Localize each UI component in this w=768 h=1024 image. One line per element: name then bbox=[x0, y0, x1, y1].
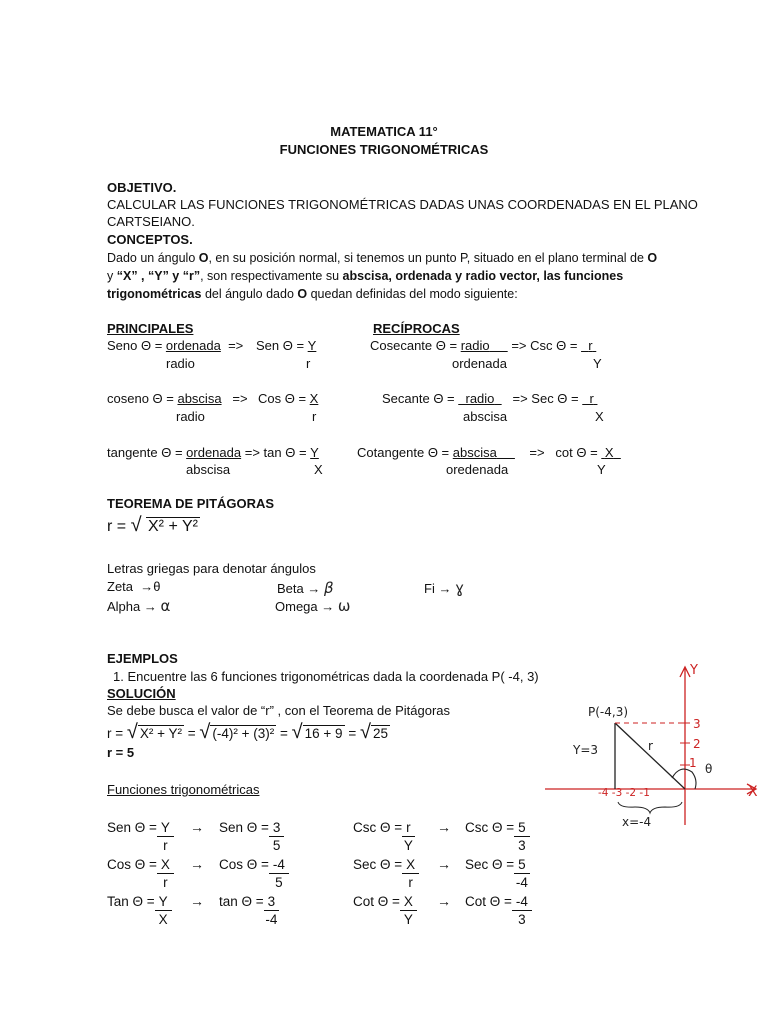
y-tick-label: 2 bbox=[693, 737, 701, 751]
x-tick-labels: -4 -3 -2 -1 bbox=[598, 787, 650, 799]
result-formula bbox=[465, 819, 530, 854]
function-name: Sen Θ = bbox=[219, 820, 269, 835]
principal-row-coseno bbox=[107, 391, 248, 406]
axis-x-label: X bbox=[748, 784, 758, 800]
fraction-numerator: X bbox=[309, 391, 319, 406]
fraction-denominator: X bbox=[158, 912, 168, 927]
objetivo-line2: CARTSEIANO. bbox=[107, 214, 195, 229]
function-name: Csc Θ = bbox=[353, 820, 403, 835]
result-formula bbox=[219, 819, 284, 854]
calc-term: 16 + 9 bbox=[304, 726, 343, 741]
objetivo-heading: OBJETIVO. bbox=[107, 180, 177, 195]
text-fragment: y bbox=[107, 269, 117, 283]
arrow-icon: → bbox=[438, 581, 452, 596]
fraction-denominator: ordenada bbox=[452, 356, 507, 371]
fraction bbox=[269, 856, 289, 891]
result-formula bbox=[219, 893, 279, 928]
result-formula bbox=[107, 893, 172, 928]
greek-symbol: ɣ bbox=[455, 579, 465, 597]
implies-symbol: => bbox=[232, 391, 248, 406]
result-formula bbox=[107, 856, 174, 891]
reciprocal-row-cotangente bbox=[357, 445, 621, 460]
greek-name: Fi bbox=[424, 581, 435, 596]
principales-heading: PRINCIPALES bbox=[107, 321, 194, 336]
function-name: coseno Θ = bbox=[107, 391, 178, 406]
implies-symbol: => bbox=[244, 445, 260, 460]
greek-symbol: ω bbox=[337, 597, 351, 615]
fraction-denominator: 3 bbox=[518, 912, 526, 927]
text-fragment: O bbox=[297, 287, 308, 301]
text-fragment: trigonométricas bbox=[107, 287, 202, 301]
equals-symbol: = bbox=[276, 726, 292, 741]
fraction bbox=[514, 856, 530, 891]
formula-lhs: r = bbox=[107, 726, 127, 741]
conceptos-line3 bbox=[107, 287, 518, 301]
fraction-denominator: -4 bbox=[265, 912, 278, 927]
text-fragment: , las funciones bbox=[536, 269, 624, 283]
reciprocal-row-cosecante bbox=[370, 338, 596, 353]
angle-arc bbox=[672, 769, 696, 789]
arrow-icon: → bbox=[321, 599, 335, 614]
fraction-numerator: X bbox=[400, 893, 417, 911]
greek-item-fi bbox=[424, 579, 464, 597]
conceptos-line2 bbox=[107, 269, 623, 283]
pitagoras-heading: TEOREMA DE PITÁGORAS bbox=[107, 496, 275, 511]
fraction bbox=[264, 893, 280, 928]
function-name: cot Θ = bbox=[555, 445, 602, 460]
fraction-numerator: Y bbox=[155, 893, 172, 911]
implies-symbol: => bbox=[511, 338, 527, 353]
function-name: Cos Θ = bbox=[258, 391, 310, 406]
fraction bbox=[155, 893, 172, 928]
fraction-denominator: Y bbox=[403, 838, 413, 853]
conceptos-line1 bbox=[107, 251, 657, 265]
greek-name: Omega bbox=[275, 599, 318, 614]
fraction-denominator: r bbox=[163, 875, 168, 890]
fraction-denominator: X bbox=[595, 409, 604, 424]
fraction-numerator: radio bbox=[460, 338, 490, 353]
function-name: Cotangente Θ = bbox=[357, 445, 453, 460]
fraction-numerator: -4 bbox=[269, 856, 289, 874]
result-formula bbox=[353, 893, 417, 928]
point-label: P(-4,3) bbox=[588, 705, 629, 719]
conceptos-heading: CONCEPTOS. bbox=[107, 232, 193, 247]
formula-lhs: r = bbox=[107, 518, 131, 535]
brace-icon bbox=[618, 802, 682, 813]
function-name: Cot Θ = bbox=[465, 894, 512, 909]
fraction bbox=[157, 819, 174, 854]
fraction-denominator: abscisa bbox=[463, 409, 508, 424]
fraction-denominator: 5 bbox=[272, 838, 281, 853]
fraction-denominator: X bbox=[314, 462, 323, 477]
text-fragment: , son respectivamente su bbox=[200, 269, 343, 283]
fraction bbox=[402, 819, 415, 854]
calc-term: 25 bbox=[372, 726, 388, 741]
greek-name: Beta bbox=[277, 581, 304, 596]
fraction-numerator: abscisa bbox=[177, 391, 222, 406]
greek-item-beta bbox=[277, 579, 334, 597]
fraction-denominator: -4 bbox=[515, 875, 528, 890]
arrow-icon: → bbox=[190, 856, 204, 872]
radical-symbol: √ bbox=[126, 721, 138, 743]
arrow-icon: → bbox=[190, 819, 204, 835]
fraction-denominator: Y bbox=[597, 462, 606, 477]
fraction bbox=[157, 856, 174, 891]
fraction-numerator: Y bbox=[310, 445, 319, 460]
function-name: Seno Θ = bbox=[107, 338, 166, 353]
fraction-numerator: 3 bbox=[264, 893, 280, 911]
fraction-denominator: Y bbox=[403, 912, 413, 927]
text-fragment: O bbox=[647, 251, 658, 265]
pitagoras-formula bbox=[107, 514, 200, 537]
arrow-icon: → bbox=[437, 856, 451, 872]
greek-symbol: α bbox=[160, 597, 171, 615]
function-name: Sec Θ = bbox=[531, 391, 583, 406]
short-formula-sen bbox=[256, 338, 320, 353]
r-label: r bbox=[648, 739, 653, 753]
theta-label: θ bbox=[705, 762, 713, 776]
fraction-denominator: oredenada bbox=[446, 462, 509, 477]
reciprocal-row-secante bbox=[382, 391, 597, 406]
solucion-line1: Se debe busca el valor de “r” , con el Teorema de Pitágoras bbox=[107, 703, 451, 718]
fraction-numerator: r bbox=[589, 391, 594, 406]
fraction-numerator: ordenada bbox=[165, 338, 221, 353]
implies-symbol: => bbox=[529, 445, 545, 460]
function-name: Cot Θ = bbox=[353, 894, 400, 909]
fraction-denominator: r bbox=[163, 838, 168, 853]
fraction bbox=[514, 819, 530, 854]
text-fragment: Dado un ángulo bbox=[107, 251, 199, 265]
fraction-denominator: radio bbox=[176, 409, 205, 424]
text-fragment: “X” , “Y” y “r” bbox=[116, 269, 201, 283]
function-name: Tan Θ = bbox=[107, 894, 155, 909]
short-formula-cos bbox=[258, 391, 322, 406]
reciprocas-heading: RECÍPROCAS bbox=[373, 321, 460, 336]
fraction-denominator: r bbox=[312, 409, 317, 424]
ejemplos-heading: EJEMPLOS bbox=[107, 651, 178, 666]
arrow-icon: → bbox=[437, 819, 451, 835]
text-fragment: O bbox=[198, 251, 209, 265]
function-name: Sec Θ = bbox=[465, 857, 515, 872]
fraction-denominator: 3 bbox=[518, 838, 526, 853]
fraction-denominator: radio bbox=[166, 356, 195, 371]
fraction-numerator: ordenada bbox=[186, 445, 242, 460]
ejemplo-item-1: 1. Encuentre las 6 funciones trigonométricas dada la coordenada P( -4, 3) bbox=[113, 669, 539, 684]
page-title: MATEMATICA 11° bbox=[330, 124, 438, 139]
y-value-label: Y=3 bbox=[573, 743, 599, 757]
griegas-intro: Letras griegas para denotar ángulos bbox=[107, 561, 316, 576]
result-formula bbox=[107, 819, 174, 854]
result-formula bbox=[219, 856, 289, 891]
arrow-icon: → bbox=[307, 581, 321, 596]
result-formula bbox=[465, 856, 530, 891]
fraction bbox=[269, 819, 285, 854]
fraction-numerator: Y bbox=[157, 819, 174, 837]
coordinate-diagram bbox=[540, 660, 765, 835]
equals-symbol: = bbox=[344, 726, 360, 741]
calc-term: X² + Y² bbox=[139, 726, 183, 741]
fraction-numerator: X bbox=[604, 445, 614, 460]
radical-symbol: √ bbox=[130, 514, 142, 536]
greek-item-zeta bbox=[107, 579, 160, 594]
fraction-numerator: 5 bbox=[514, 856, 530, 874]
fraction-numerator: 5 bbox=[514, 819, 530, 837]
solucion-heading: SOLUCIÓN bbox=[107, 686, 176, 701]
result-formula bbox=[353, 856, 419, 891]
fraction-numerator: Y bbox=[307, 338, 317, 353]
implies-symbol: => bbox=[512, 391, 528, 406]
pitagoras-calculation bbox=[107, 721, 390, 744]
fraction-numerator: r bbox=[402, 819, 415, 837]
fraction-numerator: X bbox=[402, 856, 419, 874]
objetivo-line1: CALCULAR LAS FUNCIONES TRIGONOMÉTRICAS DADAS UNAS COORDENADAS EN EL PLANO bbox=[107, 197, 698, 212]
function-name: Secante Θ = bbox=[382, 391, 459, 406]
arrow-icon: → bbox=[143, 599, 157, 614]
implies-symbol: => bbox=[228, 338, 244, 353]
fraction bbox=[512, 893, 532, 928]
function-name: tangente Θ = bbox=[107, 445, 187, 460]
function-name: Sen Θ = bbox=[107, 820, 157, 835]
calc-term: (-4)² + (3)² bbox=[212, 726, 275, 741]
page-subtitle: FUNCIONES TRIGONOMÉTRICAS bbox=[279, 142, 489, 157]
radical-symbol: √ bbox=[291, 721, 303, 743]
principal-row-seno bbox=[107, 338, 243, 353]
y-tick-label: 3 bbox=[693, 717, 701, 731]
greek-symbol: β bbox=[324, 579, 334, 597]
principal-row-tangente bbox=[107, 445, 322, 460]
function-name: Cos Θ = bbox=[219, 857, 269, 872]
result-formula bbox=[353, 819, 415, 854]
text-fragment: abscisa, ordenada y radio vector bbox=[342, 269, 537, 283]
fraction-denominator: r bbox=[306, 356, 311, 371]
axis-y-label: Y bbox=[690, 663, 698, 678]
formula-expression: X² + Y² bbox=[148, 518, 198, 535]
triangle-hypotenuse bbox=[615, 723, 685, 789]
fraction-numerator: -4 bbox=[512, 893, 532, 911]
result-formula bbox=[465, 893, 532, 928]
function-name: tan Θ = bbox=[219, 894, 264, 909]
fraction bbox=[400, 893, 417, 928]
function-name: Sec Θ = bbox=[353, 857, 403, 872]
fraction-numerator: 3 bbox=[269, 819, 285, 837]
arrow-icon: → bbox=[190, 893, 204, 909]
text-fragment: del ángulo dado bbox=[201, 287, 298, 301]
radical-symbol: √ bbox=[359, 721, 371, 743]
function-name: tan Θ = bbox=[263, 445, 311, 460]
radical-symbol: √ bbox=[199, 721, 211, 743]
greek-item-omega bbox=[275, 597, 350, 615]
result-r: r = 5 bbox=[107, 745, 135, 760]
arrow-icon: → bbox=[437, 893, 451, 909]
greek-name: Zeta bbox=[107, 579, 134, 594]
fraction-denominator: abscisa bbox=[186, 462, 231, 477]
fraction-numerator: abscisa bbox=[452, 445, 497, 460]
function-name: Csc Θ = bbox=[530, 338, 582, 353]
function-name: Csc Θ = bbox=[465, 820, 515, 835]
function-name: Cos Θ = bbox=[107, 857, 157, 872]
greek-name: Alpha bbox=[107, 599, 141, 614]
text-fragment: quedan definidas del modo siguiente: bbox=[307, 287, 518, 301]
fraction-denominator: r bbox=[408, 875, 413, 890]
fraction-numerator: X bbox=[157, 856, 174, 874]
arrow-icon: → bbox=[140, 579, 154, 594]
fraction-numerator: r bbox=[588, 338, 593, 353]
fraction-denominator: Y bbox=[593, 356, 602, 371]
fraction-numerator: radio bbox=[465, 391, 495, 406]
fraction bbox=[402, 856, 419, 891]
function-name: Cosecante Θ = bbox=[370, 338, 461, 353]
funciones-heading: Funciones trigonométricas bbox=[107, 782, 260, 797]
y-tick-label: 1 bbox=[689, 756, 697, 770]
equals-symbol: = bbox=[184, 726, 200, 741]
greek-symbol: θ bbox=[153, 579, 161, 594]
greek-item-alpha bbox=[107, 597, 170, 615]
fraction-denominator: 5 bbox=[275, 875, 283, 890]
function-name: Sen Θ = bbox=[256, 338, 308, 353]
text-fragment: , en su posición normal, si tenemos un punto P, situado en el plano terminal de bbox=[208, 251, 648, 265]
x-value-label: x=-4 bbox=[622, 815, 652, 829]
